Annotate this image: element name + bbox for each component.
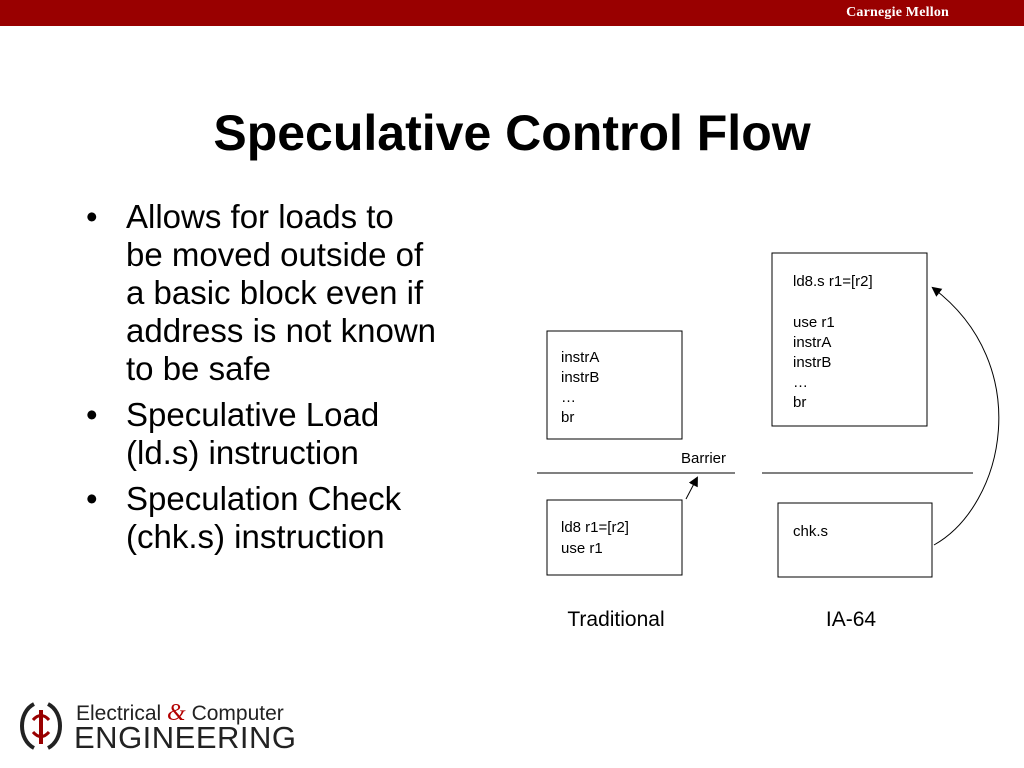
ia64-block-before-line: instrA: [793, 334, 832, 351]
barrier-label: Barrier: [681, 450, 727, 467]
ia64-block-before-line: instrB: [793, 354, 832, 371]
ia64-block-before-line: …: [793, 374, 808, 391]
traditional-block-before-line: br: [561, 409, 575, 426]
traditional-block-after-line: use r1: [561, 540, 603, 557]
ece-logo: [14, 698, 297, 755]
ece-logo-mark-icon: [14, 698, 68, 754]
bullet-text: Speculation Check (chk.s) instruction: [126, 480, 402, 555]
logo-ampersand: &: [167, 700, 186, 726]
bullet-dot-icon: •: [86, 480, 98, 517]
traditional-block-before-line: instrA: [561, 349, 600, 366]
brand-wordmark: Carnegie Mellon: [846, 5, 949, 20]
logo-line-2: ENGINEERING: [74, 720, 297, 755]
bullet-dot-icon: •: [86, 396, 98, 433]
recovery-arrow: [933, 288, 999, 545]
ia64-caption: IA-64: [825, 608, 877, 631]
ia64-block-before-line: br: [793, 394, 807, 411]
bullet-text: Speculative Load (ld.s) instruction: [126, 396, 380, 471]
logo-word-electrical: Electrical: [76, 702, 162, 725]
ia64-block-before-line: ld8.s r1=[r2]: [793, 273, 873, 290]
logo-word-computer: Computer: [191, 702, 284, 725]
ia64-block-before-line: use r1: [793, 314, 835, 331]
traditional-caption: Traditional: [567, 608, 665, 631]
ia64-block-after-line: chk.s: [793, 523, 829, 540]
bullet-dot-icon: •: [86, 198, 98, 235]
traditional-block-after-line: ld8 r1=[r2]: [561, 519, 629, 536]
bullet-text: Allows for loads to be moved outside of a basic block even if address is not known to be safe: [126, 198, 437, 387]
slide-title: Speculative Control Flow: [213, 105, 811, 161]
traditional-block-after: [547, 500, 682, 575]
traditional-block-before-line: instrB: [561, 369, 600, 386]
ia64-block-after: [778, 503, 932, 577]
barrier-blocked-arrow: [686, 478, 697, 499]
traditional-block-before-line: …: [561, 389, 576, 406]
